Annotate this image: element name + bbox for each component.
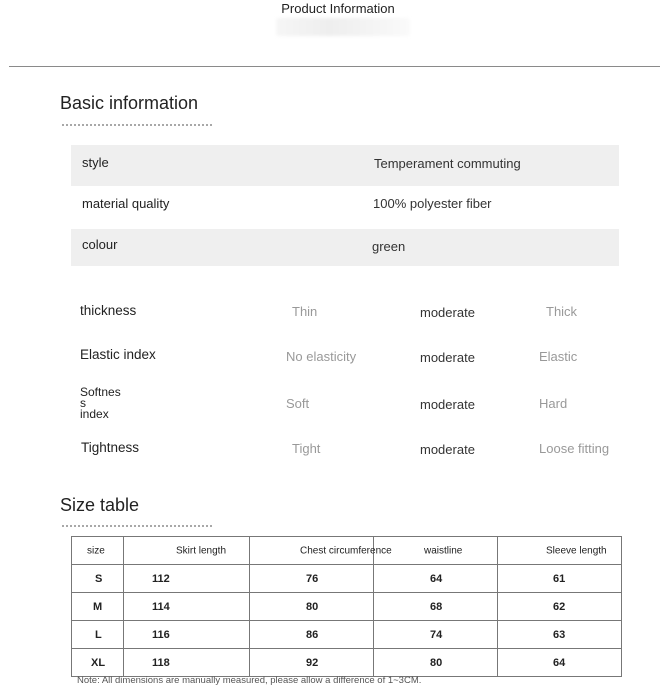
measurement-note: Note: All dimensions are manually measured, please allow a difference of 1~3CM. xyxy=(77,675,422,686)
waistline-cell: 74 xyxy=(430,628,443,641)
table-row xyxy=(72,621,622,649)
table-header-cell xyxy=(124,537,250,565)
attribute-option-selected: moderate xyxy=(420,350,475,365)
attribute-label-thickness: thickness xyxy=(80,303,137,318)
skirt-length-cell: 116 xyxy=(152,628,170,641)
attribute-option: Thin xyxy=(292,304,318,319)
chest-cell: 80 xyxy=(306,600,319,613)
attribute-option: Elastic xyxy=(539,349,578,364)
attribute-option-selected: moderate xyxy=(420,305,475,320)
table-header-cell xyxy=(374,537,498,565)
sleeve-length-cell: 61 xyxy=(553,572,566,585)
chest-cell: 76 xyxy=(306,572,319,585)
basic-info-dotted-divider xyxy=(62,124,212,126)
table-row xyxy=(72,565,622,593)
attribute-option: Hard xyxy=(539,396,568,411)
header-divider xyxy=(9,66,660,67)
size-table xyxy=(71,536,622,677)
chest-cell: 92 xyxy=(306,656,319,669)
waistline-cell: 64 xyxy=(430,572,443,585)
sleeve-length-cell: 62 xyxy=(553,600,566,613)
waistline-cell: 80 xyxy=(430,656,443,669)
attribute-label-softness: Softnes s index xyxy=(80,385,121,421)
attribute-label-elastic: Elastic index xyxy=(80,347,156,362)
size-table-title: Size table xyxy=(60,495,140,515)
table-header-cell xyxy=(250,537,392,565)
basic-row-colour xyxy=(71,229,619,266)
waistline-cell: 68 xyxy=(430,600,443,613)
header-chest: Chest circumference xyxy=(300,545,392,556)
skirt-length-cell: 114 xyxy=(152,600,170,613)
attribute-option-selected: moderate xyxy=(420,397,475,412)
skirt-length-cell: 112 xyxy=(152,572,170,585)
header-size: size xyxy=(87,545,105,556)
skirt-length-cell: 118 xyxy=(152,656,170,669)
header-waistline: waistline xyxy=(424,545,463,556)
size-cell: L xyxy=(95,628,102,641)
basic-label: material quality xyxy=(82,196,170,211)
attribute-option: Tight xyxy=(292,441,321,456)
basic-label: style xyxy=(82,155,109,170)
attribute-option: No elasticity xyxy=(286,349,357,364)
size-cell: S xyxy=(95,572,103,585)
size-table-dotted-divider xyxy=(62,525,212,527)
table-row xyxy=(72,649,622,677)
basic-info-title: Basic information xyxy=(60,93,199,113)
sleeve-length-cell: 63 xyxy=(553,628,566,641)
header-skirt-length: Skirt length xyxy=(176,545,227,556)
chest-cell: 86 xyxy=(306,628,319,641)
table-header-cell xyxy=(72,537,124,565)
table-row xyxy=(72,593,622,621)
basic-value: Temperament commuting xyxy=(374,156,521,171)
size-cell: XL xyxy=(91,656,106,669)
attribute-option-selected: moderate xyxy=(420,442,475,457)
header-sleeve-length: Sleeve length xyxy=(546,545,607,556)
sleeve-length-cell: 64 xyxy=(553,656,566,669)
basic-value: green xyxy=(372,239,406,254)
table-header-cell xyxy=(498,537,622,565)
header-decoration xyxy=(276,18,410,36)
basic-label: colour xyxy=(82,237,118,252)
size-cell: M xyxy=(93,600,103,613)
page-title: Product Information xyxy=(281,1,395,16)
basic-row-style xyxy=(71,145,619,186)
attribute-label-tightness: Tightness xyxy=(81,440,140,455)
attribute-option: Thick xyxy=(546,304,578,319)
table-header-row xyxy=(72,537,622,565)
attribute-option: Soft xyxy=(286,396,310,411)
basic-value: 100% polyester fiber xyxy=(373,196,492,211)
attribute-option: Loose fitting xyxy=(539,441,610,456)
basic-row-material xyxy=(71,186,619,229)
